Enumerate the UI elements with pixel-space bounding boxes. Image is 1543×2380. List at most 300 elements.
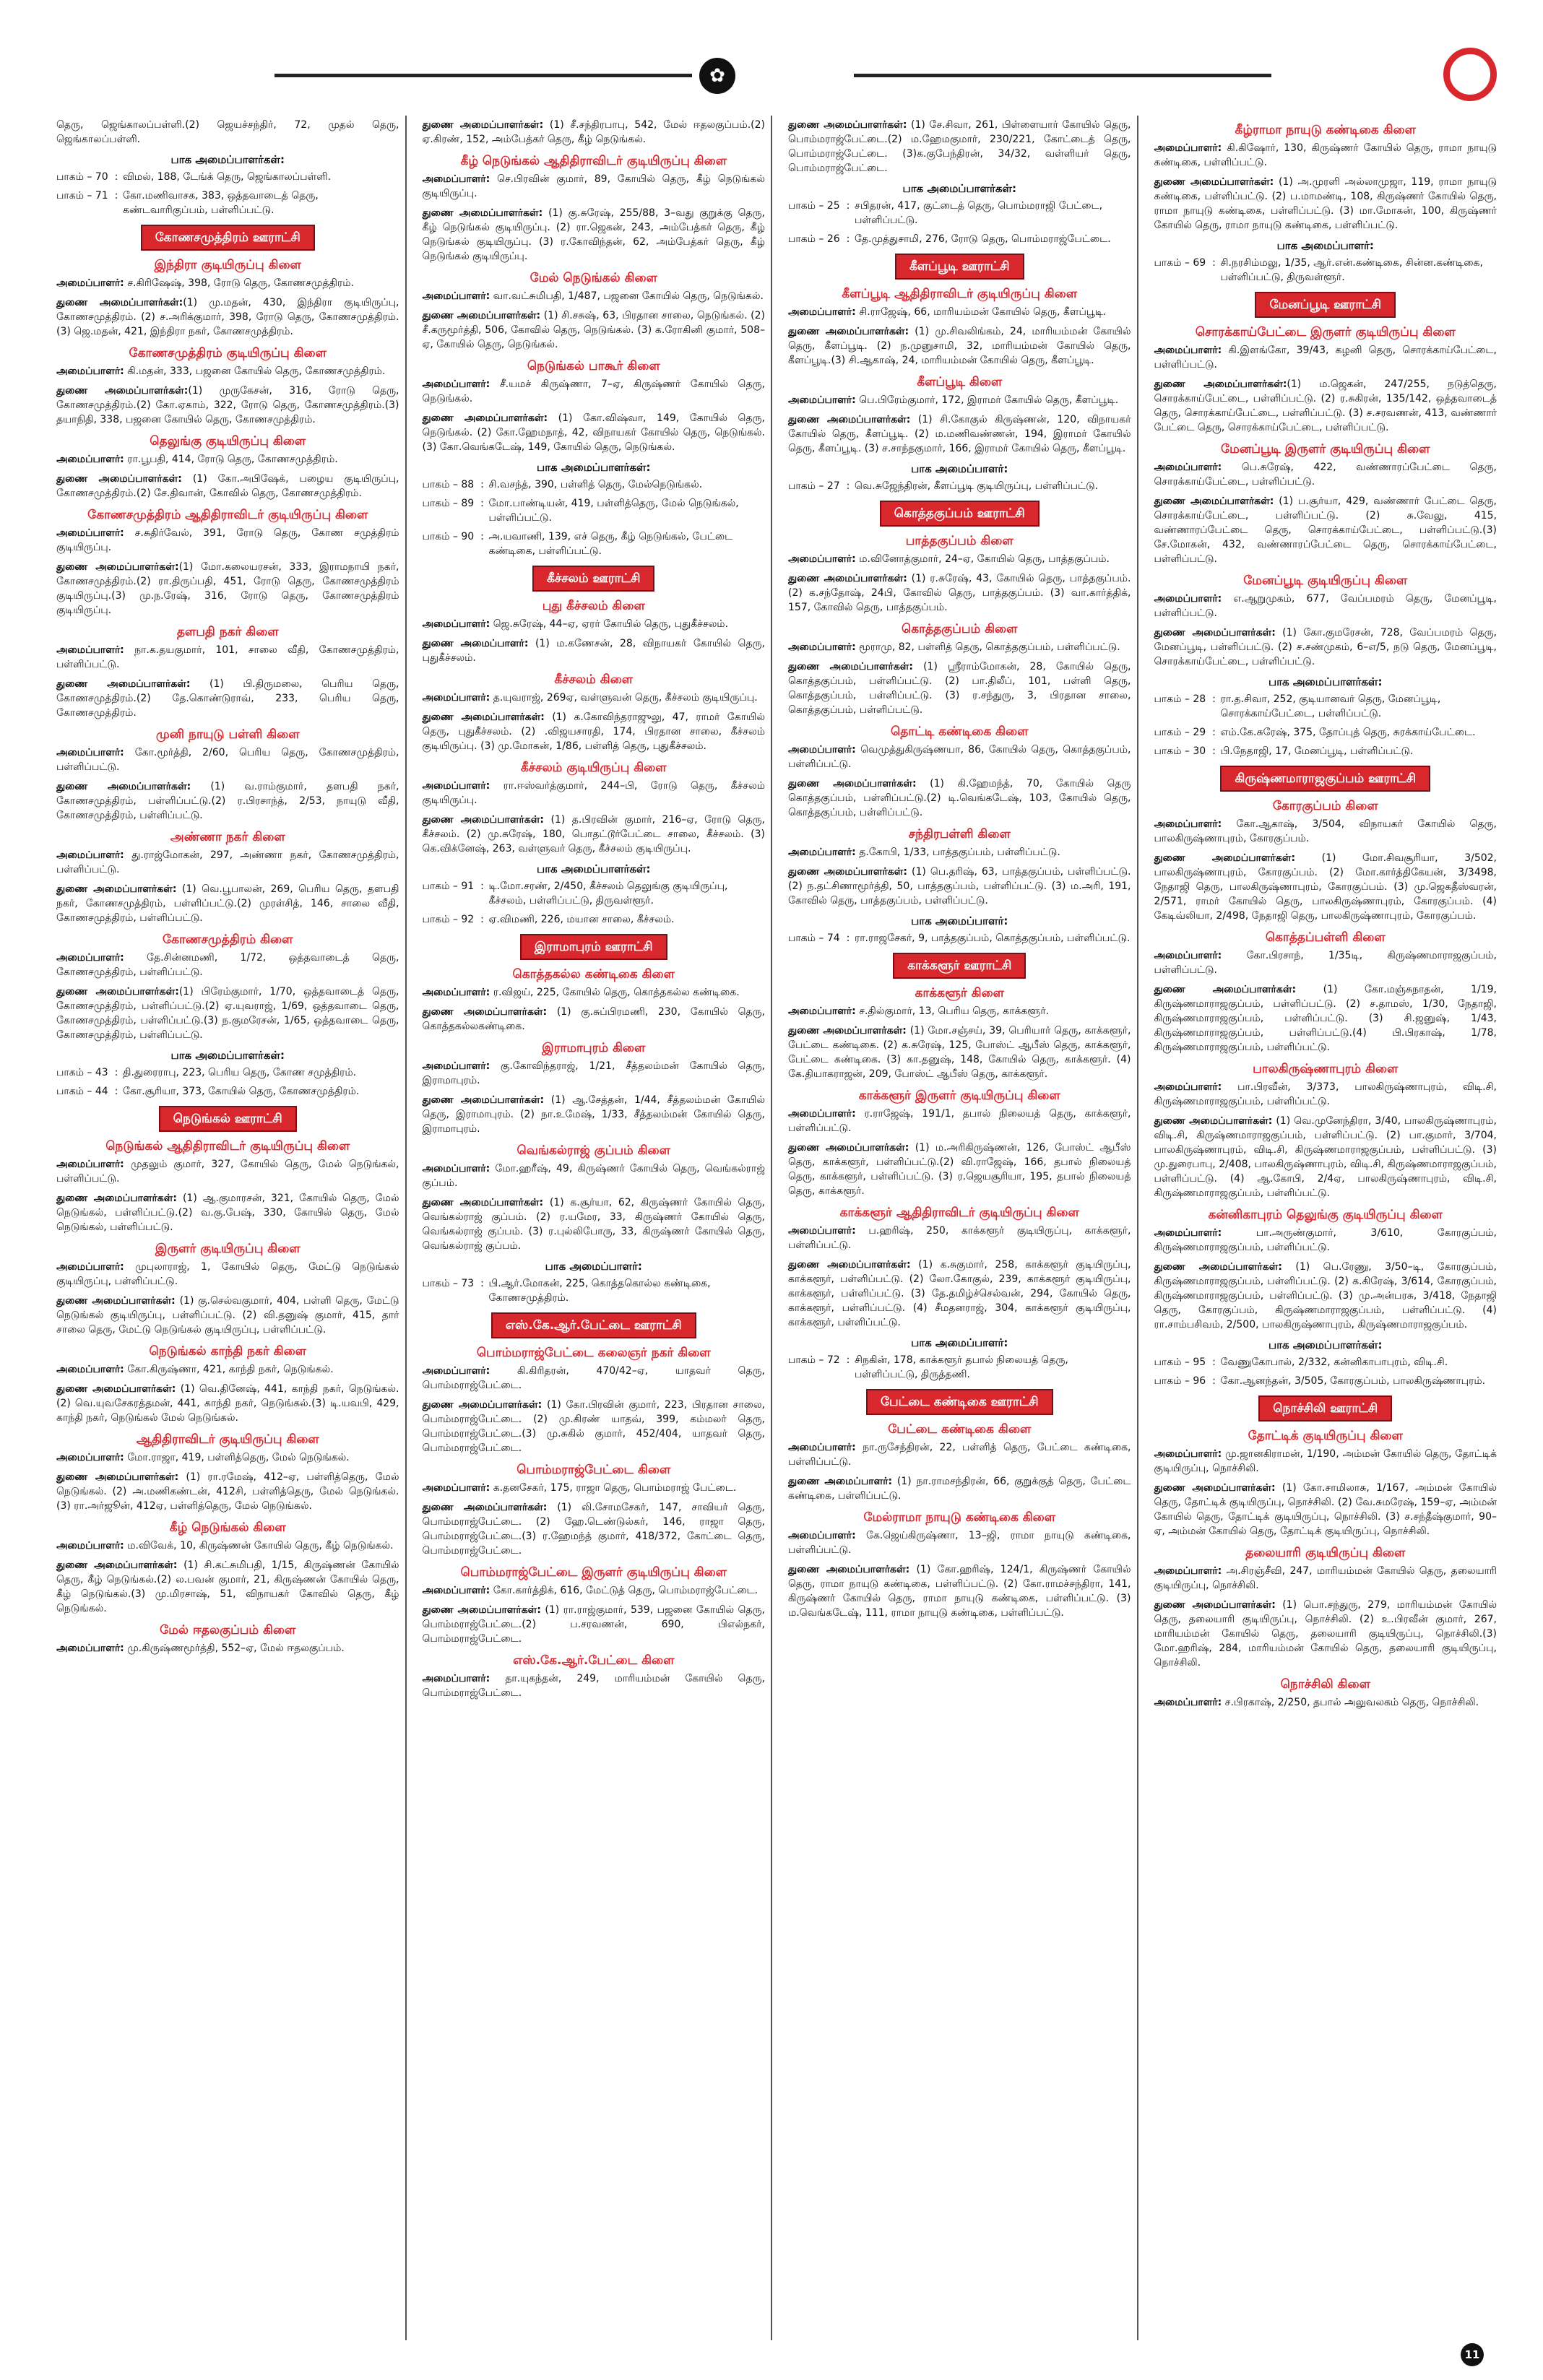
subheading: பாக அமைப்பாளர்: [911, 914, 1008, 927]
role-label: அமைப்பாளர்: [56, 1261, 124, 1273]
panchayat-banner: கொத்தகுப்பம் ஊராட்சி [880, 501, 1040, 527]
member-details: ர.விஜய், 225, கோயில் தெரு, கொத்தகல்ல கண்டிகை. [490, 987, 740, 998]
article-columns [51, 116, 1503, 2340]
branch-heading: கீச்சலம் குடியிருப்பு கிளை [520, 761, 667, 775]
member-details: (1) மோ.சிவசூரியா, 3/502, பாலகிருஷ்ணாபுரம், கோரகுப்பம். (2) மோ.கார்த்திகேயன், 3/3498, நேதாஜி தெரு, பாலகிருஷ்ணாபுரம், கோரகுப்பம். (3) மு.ஜெகதீஸ்வரன், 2/571, ராமர் கோயில் தெரு, பாலகிருஷ்ணாபுரம், கோரகுப்பம். (4) கேடிவ்லியா, 2/498, நேதாஜி தெரு, பாலகிருஷ்ணாபுரம், கோரகுப்பம். [1154, 852, 1497, 922]
member-paragraph [56, 364, 399, 378]
member-paragraph [788, 1474, 1131, 1503]
role-label: துணை அமைப்பாளர்கள்: [788, 1259, 911, 1271]
member-paragraph [788, 1107, 1131, 1135]
member-details: பா.அருண்குமார், 3/610, கோரகுப்பம், கிருஷ்ணமாராஜகுப்பம், பள்ளிப்பட்டு. [1154, 1227, 1497, 1253]
role-label: துணை அமைப்பாளர்கள்: [422, 310, 541, 321]
booth-person: மோ.பாண்டியன், 419, பள்ளித்தெரு, மேல் நெடுங்கல், பள்ளிப்பட்டு. [488, 498, 739, 524]
member-paragraph [423, 1500, 766, 1558]
role-label: துணை அமைப்பாளர்கள்: [1154, 627, 1276, 639]
member-paragraph [788, 1224, 1131, 1252]
member-paragraph [788, 1440, 1131, 1469]
booth-number: பாகம் – 70 [56, 171, 108, 183]
role-label: அமைப்பாளர்: [56, 952, 124, 964]
role-label: அமைப்பாளர்: [422, 1060, 490, 1072]
member-details: மோ.ராஜா, 419, பள்ளித்தெரு, மேல் நெடுங்கல். [124, 1452, 350, 1463]
member-paragraph [56, 276, 399, 290]
member-paragraph [788, 640, 1131, 654]
booth-person: தி.துரைராபு, 223, பெரிய தெரு, கோண சமுத்திரம். [123, 1067, 357, 1078]
member-details: (1) ம.அரிகிருஷ்ணன், 126, போஸ்ட் ஆபீஸ் தெரு, காக்களூர், பள்ளிப்பட்டு.(2) வி.ராஜேஷ், 166, தபால் நிலையத் தெரு, காக்களூர், பள்ளிப்பட்டு. (3) ர.ஜெயசூரியா, 195, தபால் நிலையத் தெரு, காக்களூர். [788, 1142, 1131, 1197]
member-paragraph [56, 472, 399, 501]
member-details: எ.ஆறுமுகம், 677, வேப்பமரம் தெரு, மேனப்பூடி, பள்ளிப்பட்டு. [1154, 593, 1497, 619]
role-label: அமைப்பாளர்: [422, 1163, 490, 1174]
booth-entry [1154, 256, 1497, 285]
role-label: துணை அமைப்பாளர்கள்: [56, 1471, 179, 1483]
panchayat-banner: கோணசமுத்திரம் ஊராட்சி [141, 225, 315, 251]
booth-entry [788, 1353, 1131, 1382]
booth-number: பாகம் – 74 [788, 932, 840, 944]
member-details: ச.தில்குமார், 13, பெரிய தெரு, காக்களூர். [855, 1005, 1050, 1017]
member-paragraph [56, 1362, 399, 1377]
role-label: அமைப்பாளர்: [422, 378, 490, 390]
member-details: கே.ஜெய்கிருஷ்ணா, 13–ஜி, ராமா நாயுடு கண்டிகை, பள்ளிப்பட்டு. [788, 1530, 1131, 1556]
role-label: அமைப்பாளர்: [56, 1540, 124, 1552]
booth-number: பாகம் – 96 [1154, 1375, 1206, 1387]
role-label: அமைப்பாளர்: [56, 644, 124, 656]
member-paragraph [423, 1671, 766, 1700]
role-label: அமைப்பாளர்: [788, 1005, 856, 1017]
member-paragraph [423, 691, 766, 705]
branch-heading: காக்களூர் கிளை [915, 986, 1005, 1000]
booth-number: பாகம் – 73 [422, 1278, 475, 1289]
booth-entry [788, 199, 1131, 228]
panchayat-banner: பேட்டை கண்டிகை ஊராட்சி [866, 1389, 1053, 1415]
panchayat-banner: நெடுங்கல் ஊராட்சி [159, 1106, 297, 1132]
role-label: துணை அமைப்பாளர்கள்: [788, 326, 909, 337]
booth-entry [56, 170, 399, 184]
member-details: (1) கோ.மஞ்சுநாதன், 1/19, கிருஷ்ணமாராஜகுப்பம், பள்ளிப்பட்டு. (2) ச.தாமஸ், 1/30, நேதாஜி, கிருஷ்ணமாராஜகுப்பம், பள்ளிப்பட்டு. (3) சி.ஜனுஷ், 1/43, கிருஷ்ணமாராஜகுப்பம், பள்ளிப்பட்டு.(4) பி.பிரகாஷ், 1/78, கிருஷ்ணமாராஜகுப்பம், பள்ளிப்பட்டு. [1154, 984, 1497, 1053]
member-paragraph [423, 1161, 766, 1190]
member-details: ர.ராஜேஷ், 191/1, தபால் நிலையத் தெரு, காக்களூர், பள்ளிப்பட்டு. [788, 1108, 1131, 1134]
column-4 [1149, 116, 1503, 2340]
role-label: அமைப்பாளர்: [56, 277, 124, 289]
branch-heading: பொம்மராஜ்பேட்டை கிளை [517, 1463, 671, 1477]
separator: : [846, 200, 850, 212]
role-label: துணை அமைப்பாளர்கள்: [1154, 1115, 1273, 1127]
role-label: துணை அமைப்பாளர்கள்: [56, 385, 189, 397]
member-paragraph [788, 305, 1131, 319]
role-label: அமைப்பாளர்: [788, 744, 856, 756]
booth-entry [423, 529, 766, 558]
booth-person: கோ.ஆனந்தன், 3/505, கோரகுப்பம், பாலகிருஷ்ணாபுரம். [1220, 1375, 1486, 1387]
member-details: தா.யுகந்தன், 249, மாரியம்மன் கோயில் தெரு, பொம்மராஜ்பேட்டை. [422, 1673, 765, 1699]
member-paragraph [56, 882, 399, 925]
branch-heading: பேட்டை கண்டிகை கிளை [888, 1422, 1032, 1437]
panchayat-banner: கிருஷ்ணமாராஜகுப்பம் ஊராட்சி [1220, 766, 1430, 792]
member-paragraph [56, 1260, 399, 1289]
panchayat-banner-wrap [788, 254, 1131, 280]
member-paragraph [1154, 948, 1497, 977]
member-paragraph [788, 571, 1131, 615]
role-label: அமைப்பாளர்: [1154, 818, 1222, 830]
separator: : [480, 880, 484, 892]
member-paragraph [56, 1450, 399, 1465]
member-details: நா.ருசேந்திரன், 22, பள்ளித் தெரு, பேட்டை கண்டிகை, பள்ளிப்பட்டு. [788, 1442, 1131, 1468]
member-paragraph [1154, 1695, 1497, 1710]
member-paragraph [1154, 1481, 1497, 1539]
role-label: துணை அமைப்பாளர்கள்: [788, 414, 911, 425]
separator: : [846, 233, 850, 245]
role-label: அமைப்பாளர்: [788, 1442, 856, 1453]
member-details: (1) மு.மதன், 430, இந்திரா குடியிருப்பு, கோணசமுத்திரம். (2) ச.அரிக்குமார், 398, ரோடு தெரு, கோணசமுத்திரம்.(3) ஜெ.மதன், 421, இந்திரா நகர், கோணசமுத்திரம். [56, 297, 399, 337]
role-label: அமைப்பாளர்: [1154, 1697, 1222, 1708]
member-details: (1) வெ.முனேந்திரா, 3/40, பாலகிருஷ்ணாபுரம், விடி.சி, கிருஷ்ணமாராஜகுப்பம், பள்ளிப்பட்டு. (2) பா.குமார், 3/704, பாலகிருஷ்ணாபுரம், விடி.சி, கிருஷ்ணமாராஜகுப்பம், பள்ளிப்பட்டு. (3) மு.துரைபாபு, 2/408, பாலகிருஷ்ணாபுரம், விடி.சி, கிருஷ்ணமாராஜகுப்பம், பள்ளிப்பட்டு. (4) ஆ.கோபி, 2/4ஏ, பாலகிருஷ்ணாபுரம், விடி.சி, கிருஷ்ணமாராஜகுப்பம், பள்ளிப்பட்டு. [1154, 1115, 1497, 1199]
member-paragraph [788, 743, 1131, 771]
page-header [0, 0, 1543, 108]
booth-number: பாகம் – 43 [56, 1067, 108, 1078]
booth-number: பாகம் – 72 [788, 1354, 840, 1366]
separator: : [1212, 693, 1216, 705]
member-paragraph [56, 779, 399, 823]
panchayat-banner-wrap [423, 1312, 766, 1338]
panchayat-banner: கீளப்பூடி ஊராட்சி [895, 254, 1024, 280]
role-label: துணை அமைப்பாளர்கள்: [422, 1502, 548, 1513]
member-paragraph [1154, 1080, 1497, 1109]
branch-heading: கொத்தப்பள்ளி கிளை [1265, 930, 1386, 945]
panchayat-banner-wrap [788, 953, 1131, 979]
booth-person: ஏ.விமணி, 226, மயான சாலை, கீச்சலம். [488, 914, 675, 925]
booth-person: பி.ஆர்.மோகன், 225, கொத்தகொல்ல கண்டிகை, கோணசமுத்திரம். [488, 1278, 711, 1304]
branch-heading: பொம்மராஜ்பேட்டை கலைஞர் நகர் கிளை [476, 1346, 711, 1360]
booth-number: பாகம் – 26 [788, 233, 840, 245]
role-label: அமைப்பாளர்: [56, 527, 124, 539]
panchayat-banner-wrap [1154, 766, 1497, 792]
member-paragraph [1154, 460, 1497, 489]
subheading: பாக அமைப்பாளர்: [911, 462, 1008, 475]
subheading: பாக அமைப்பாளர்: [1276, 239, 1374, 252]
member-details: (1) த.பிரவின் குமார், 216–ஏ, ரோடு தெரு, கீச்சலம். (2) மு.சுரேஷ், 180, பொதட்டூர்பேட்டை சாலை, கீச்சலம். (3) கெ.விக்னேஷ், 263, வள்ளுவர் தெரு, கீச்சலம் குடியிருப்பு. [422, 814, 766, 854]
panchayat-banner-wrap [1154, 1395, 1497, 1421]
member-paragraph [423, 289, 766, 303]
member-details: மூராமு, 82, பள்ளித் தெரு, கொத்தகுப்பம், பள்ளிப்பட்டு. [855, 641, 1120, 653]
member-details: கோ.பிரசாந், 1/35டி, கிருஷ்ணமாராஜகுப்பம், பள்ளிப்பட்டு. [1154, 950, 1497, 976]
member-details: செ.பிரவின் குமார், 89, கோயில் தெரு, கீழ் நெடுங்கல் குடியிருப்பு. [422, 173, 765, 199]
member-paragraph [1154, 626, 1497, 669]
branch-heading: பாலகிருஷ்ணாபுரம் கிளை [1253, 1062, 1399, 1076]
role-label: அமைப்பாளர்: [56, 1364, 124, 1375]
member-paragraph [56, 526, 399, 555]
branch-heading: கீழ் நெடுங்கல் கிளை [169, 1520, 286, 1535]
member-details: அ.சிரஞ்சீவி, 247, மாரியம்மன் கோயில் தெரு, தலையாரி குடியிருப்பு, நொச்சிலி. [1154, 1565, 1497, 1591]
booth-number: பாகம் – 89 [422, 498, 475, 509]
member-details: (1) ரா.ரமேஷ், 412–ஏ, பள்ளித்தெரு, மேல் நெடுங்கல். (2) அ.மணிகண்டன், 412சி, பள்ளித்தெரு, மேல் நெடுங்கல். (3) ரா.அர்ஜூன், 412ஏ, பள்ளித்தெரு, மேல் நெடுங்கல். [56, 1471, 399, 1512]
booth-person: சி.வசந்த், 390, பள்ளித் தெரு, மேல்நெடுங்கல். [488, 479, 703, 490]
role-label: துணை அமைப்பாளர்கள்: [788, 661, 914, 672]
role-label: துணை அமைப்பாளர்கள்: [788, 119, 907, 131]
booth-person: தே.முத்துசாமி, 276, ரோடு தெரு, பொம்மராஜ்பேட்டை. [855, 233, 1111, 245]
branch-heading: எஸ்.கே.ஆர்.பேட்டை கிளை [513, 1653, 675, 1668]
member-details: கு.கோவிந்தராஜ், 1/21, சீத்தலம்மன் கோயில் தெரு, இராமாபுரம். [422, 1060, 765, 1086]
role-label: துணை அமைப்பாளர்கள்: [788, 573, 907, 584]
member-paragraph [788, 776, 1131, 820]
member-details: (1) கோ.சாமிலாசு, 1/167, அம்மன் கோயில் தெரு, தோட்டிக் குடியிருப்பு, நொச்சிலி. (2) வே.சுமரேஷ், 159–ஏ, அம்மன் கோயில் தெரு, தோட்டிக் குடியிருப்பு, நொச்சிலி. (3) ச.சந்தீஷ்குமார், 90–ஏ, அம்மன் கோயில் தெரு, தோட்டிக் குடியிருப்பு, நொச்சிலி. [1154, 1482, 1497, 1537]
member-details: மு.ஜானகிராமன், 1/190, அம்மன் கோயில் தெரு, தோட்டிக் குடியிருப்பு, நொச்சிலி. [1154, 1448, 1497, 1474]
member-details: (1) ர.சுரேஷ், 43, கோயில் தெரு, பாத்தகுப்பம். (2) க.சந்தோஷ், 24பி, கோவில் தெரு, பாத்தகுப்பம். (3) வா.கார்த்திக், 157, கோவில் தெரு, பாத்தகுப்பம். [788, 573, 1131, 613]
role-label: அமைப்பாளர்: [56, 1159, 124, 1170]
member-paragraph [56, 745, 399, 774]
member-paragraph [56, 643, 399, 672]
separator: : [480, 498, 484, 509]
branch-heading: இருளர் குடியிருப்பு கிளை [155, 1242, 301, 1256]
branch-heading: சந்திரபள்ளி கிளை [908, 827, 1011, 841]
member-paragraph [1154, 377, 1497, 435]
member-paragraph [423, 617, 766, 631]
role-label: துணை அமைப்பாளர்கள்: [1154, 852, 1296, 864]
separator: : [1212, 1356, 1216, 1368]
branch-heading: மேல் ஈதலகுப்பம் கிளை [160, 1623, 296, 1637]
booth-person: வேணுகோபால், 2/332, கன்னிகாபாபுரம், விடி.சி. [1220, 1356, 1448, 1368]
role-label: அமைப்பாளர்: [422, 1585, 490, 1596]
panchayat-banner: நொச்சிலி ஊராட்சி [1258, 1395, 1392, 1421]
member-paragraph [56, 560, 399, 618]
member-paragraph [1154, 1564, 1497, 1593]
member-paragraph [788, 845, 1131, 860]
member-paragraph [56, 848, 399, 877]
branch-heading: ஆதிதிராவிடர் குடியிருப்பு கிளை [136, 1432, 319, 1447]
role-label: துணை அமைப்பாளர்கள்: [56, 473, 182, 485]
role-label: அமைப்பாளர்: [422, 692, 490, 704]
member-paragraph [56, 295, 399, 339]
branch-heading: கோணசமுத்திரம் குடியிருப்பு கிளை [129, 346, 327, 360]
member-paragraph [788, 324, 1131, 368]
role-label: துணை அமைப்பாளர்கள்: [56, 1295, 176, 1307]
member-details: (1) பெ.ரேணு, 3/50–டி, கோரகுப்பம், கிருஷ்ணமாராஜகுப்பம், பள்ளிப்பட்டு. (2) க.கிரேஷ், 3/614, கோரகுப்பம், கிருஷ்ணமாராஜகுப்பம், பள்ளிப்பட்டு. (3) மு.அன்பரசு, 3/418, நேதாஜி தெரு, கோரகுப்பம், கிருஷ்ணமாராஜகுப்பம், பள்ளிப்பட்டு. (4) ரா.சாம்பசிவம், 2/500, பாலகிருஷ்ணாபுரம், கிருஷ்ணமாராஜகுப்பம். [1154, 1261, 1497, 1330]
branch-heading: தொட்டி கண்டிகை கிளை [891, 724, 1029, 739]
branch-heading: கீளப்பூடி ஆதிதிராவிடர் குடியிருப்பு கிளை [842, 287, 1078, 301]
member-paragraph [788, 1528, 1131, 1557]
booth-person: விமல், 188, டேங்க் தெரு, ஜெங்காலப்பள்ளி. [123, 171, 332, 183]
branch-heading: இராமாபுரம் கிளை [542, 1041, 646, 1055]
booth-person: ரா.ராஜசேகர், 9, பாத்தகுப்பம், கொத்தகுப்பம், பள்ளிப்பட்டு. [855, 932, 1131, 944]
booth-entry [423, 477, 766, 492]
booth-person: அ.யவாணி, 139, எச் தெரு, கீழ் நெடுங்கல், பேட்டை கண்டிகை, பள்ளிப்பட்டு. [488, 531, 733, 557]
member-details: (1) கி.ஹேமந்த், 70, கோயில் தெரு கொத்தகுப்பம், பள்ளிப்பட்டு.(2) டி.வெங்கடேஷ், 103, கோயில் தெரு, கொத்தகுப்பம், பள்ளிப்பட்டு. [788, 778, 1131, 818]
member-details: (1) மோ.சஞ்சய், 39, பெரியார் தெரு, காக்களூர், பேட்டை கண்டிகை. (2) க.சுரேஷ், 125, போஸ்ட் ஆபீஸ் தெரு, காக்களூர், பேட்டை கண்டிகை. (3) கா.தனுஷ், 148, கோயில் தெரு, காக்களூர். (4) கே.தியாகராஜன், 209, போஸ்ட் ஆபீஸ் தெரு, காக்களூர். [788, 1025, 1131, 1080]
member-details: (1) சீ.சந்திரபாபு, 542, மேல் ஈதலகுப்பம்.(2) ஏ.கிரண், 152, அம்பேத்கர் தெரு, கீழ் நெடுங்கல். [422, 119, 765, 145]
member-paragraph [423, 1005, 766, 1034]
member-details: (1) பி.திருமலை, பெரிய தெரு, கோணசமுத்திரம்.(2) தே.கொண்டுராவ், 233, பெரிய தெரு, கோணசமுத்திரம். [56, 678, 399, 719]
subheading: பாக அமைப்பாளர்கள்: [537, 862, 651, 875]
member-details: ரா.பூபதி, 414, ரோடு தெரு, கோணசமுத்திரம். [124, 454, 338, 465]
role-label: துணை அமைப்பாளர்கள்: [56, 986, 179, 998]
role-label: துணை அமைப்பாளர்கள்: [1154, 984, 1297, 995]
member-paragraph [423, 172, 766, 201]
member-details: முதலும் குமார், 327, கோயில் தெரு, மேல் நெடுங்கல், பள்ளிப்பட்டு. [56, 1159, 399, 1185]
role-label: துணை அமைப்பாளர்கள்: [56, 1193, 177, 1204]
member-paragraph [423, 1093, 766, 1136]
member-paragraph [423, 118, 766, 147]
branch-heading: காக்களூர் இருளர் குடியிருப்பு கிளை [858, 1089, 1060, 1103]
panchayat-banner: மேனப்பூடி ஊராட்சி [1255, 292, 1396, 318]
booth-entry [423, 496, 766, 525]
booth-number: பாகம் – 27 [788, 480, 840, 492]
branch-heading: தோட்டிக் குடியிருப்பு கிளை [1248, 1429, 1403, 1443]
branch-heading: கீழ்ராமா நாயுடு கண்டிகை கிளை [1235, 123, 1416, 137]
branch-heading: கீழ் நெடுங்கல் ஆதிதிராவிடர் குடியிருப்பு கிளை [460, 154, 727, 168]
member-details: வெமுத்துகிருஷ்ணயா, 86, கோயில் தெரு, கொத்தகுப்பம், பள்ளிப்பட்டு. [788, 744, 1131, 770]
panchayat-banner-wrap [56, 225, 399, 251]
member-paragraph [423, 1364, 766, 1393]
panchayat-banner: எஸ்.கே.ஆர்.பேட்டை ஊராட்சி [491, 1312, 696, 1338]
separator: : [480, 531, 484, 542]
role-label: துணை அமைப்பாளர்கள்: [422, 814, 544, 826]
role-label: துணை அமைப்பாளர்கள்: [56, 1383, 176, 1395]
member-paragraph [56, 677, 399, 720]
separator: : [480, 914, 484, 925]
member-paragraph [56, 985, 399, 1042]
branch-heading: மேல்ராமா நாயுடு கண்டிகை கிளை [863, 1510, 1056, 1525]
member-paragraph [56, 1294, 399, 1337]
role-label: அமைப்பாளர்: [56, 747, 124, 758]
role-label: துணை அமைப்பாளர்கள்: [56, 781, 191, 792]
booth-person: கோ.சூரியா, 373, கோயில் தெரு, கோணசமுத்திரம். [123, 1086, 360, 1097]
member-details: கோ.ஆகாஷ், 3/504, விநாயகர் கோயில் தெரு, பாலகிருஷ்ணாபுரம், கோரகுப்பம். [1154, 818, 1497, 844]
member-details: பா.பிரவீன், 3/373, பாலகிருஷ்ணாபுரம், விடி.சி, கிருஷ்ணமாராஜகுப்பம், பள்ளிப்பட்டு. [1154, 1081, 1497, 1107]
branch-heading: நெடுங்கல் காந்தி நகர் கிளை [149, 1344, 307, 1359]
member-paragraph [1154, 494, 1497, 566]
member-details: தெரு, ஜெங்காலப்பள்ளி.(2) ஜெயச்சந்திர், 72, முதல் தெரு, ஜெங்காலப்பள்ளி. [56, 119, 399, 145]
member-details: (1) ரா.ராஜ்குமார், 539, பஜனை கோயில் தெரு, பொம்மராஜ்பேட்டை.(2) ப.சரவணன், 690, பிஎல்நகர், பொம்மராஜ்பேட்டை. [422, 1604, 766, 1645]
member-paragraph [423, 1059, 766, 1088]
member-details: கோ.கார்த்திக், 616, மேட்டுத் தெரு, பொம்மராஜ்பேட்டை. [490, 1585, 758, 1596]
booth-entry [56, 1065, 399, 1080]
column-1 [51, 116, 407, 2340]
role-label: துணை அமைப்பாளர்கள்: [422, 119, 544, 131]
member-details: (1) பெ.தரிஷ், 63, பாத்தகுப்பம், பள்ளிப்பட்டு. (2) ந.தட்சிணாமூர்த்தி, 50, பாத்தகுப்பம், பள்ளிப்பட்டு. (3) ம.அரி, 191, கோவில் தெரு, பாத்தகுப்பம், பள்ளிப்பட்டு. [788, 866, 1131, 906]
booth-person: கோ.மணிவாசக, 383, ஒத்தவாடைத் தெரு, கண்டவாரிகுப்பம், பள்ளிப்பட்டு. [123, 190, 319, 216]
member-details: (1) நா.ராமசந்திரன், 66, குறுக்குத் தெரு, பேட்டை கண்டிகை, பள்ளிப்பட்டு. [788, 1476, 1131, 1502]
booth-number: பாகம் – 92 [422, 914, 475, 925]
role-label: துணை அமைப்பாளர்கள்: [1154, 176, 1274, 188]
separator: : [846, 480, 850, 492]
member-details: (1) கோ.குமரேசன், 728, வேப்பமரம் தெரு, மேனப்பூடி, பள்ளிப்பட்டு. (2) ச.சண்முகம், 6–எ/5, நடு தெரு, மேனப்பூடி, சொரக்காய்பேட்டை, பள்ளிப்பட்டு. [1154, 627, 1497, 667]
subheading: பாக அமைப்பாளர்கள்: [170, 1049, 285, 1062]
member-details: ச.கிரிஷேஷ், 398, ரோடு தெரு, கோணசமுத்திரம். [124, 277, 354, 289]
booth-number: பாகம் – 91 [422, 880, 475, 892]
separator: : [1212, 257, 1216, 269]
role-label: அமைப்பாளர்: [788, 1225, 856, 1237]
header-rule-right [854, 74, 1271, 77]
booth-number: பாகம் – 88 [422, 479, 475, 490]
booth-person: டி.மோ.சரண், 2/450, கீச்சலம் தெலுங்கு குடியிருப்பு, கீச்சலம், பள்ளிப்பட்டு, திருவள்ளூர். [488, 880, 728, 906]
role-label: துணை அமைப்பாளர்கள்: [788, 1025, 907, 1037]
separator: : [846, 1354, 850, 1366]
member-details: தே.சின்னமணி, 1/72, ஒத்தவாடைத் தெரு, கோணசமுத்திரம், பள்ளிப்பட்டு. [56, 952, 399, 978]
member-paragraph [1154, 1260, 1497, 1332]
separator: : [846, 932, 850, 944]
member-paragraph [56, 118, 399, 147]
role-label: அமைப்பாளர்: [1154, 950, 1222, 961]
role-label: துணை அமைப்பாளர்கள்: [56, 1559, 178, 1571]
separator: : [480, 1278, 484, 1289]
role-label: துணை அமைப்பாளர்கள்: [56, 561, 179, 573]
role-label: துணை அமைப்பாளர்கள்: [1154, 1599, 1276, 1611]
member-paragraph [423, 377, 766, 406]
member-details: (1) கோ.அபிஷேக், பழைய குடியிருப்பு, கோணசமுத்திரம்.(2) சே.திவான், கோவில் தெரு, கோணசமுத்திரம். [56, 473, 399, 499]
panchayat-banner-wrap [788, 1389, 1131, 1415]
member-details: (1) ஆ.சேத்தன், 1/44, சீத்தலம்மன் கோயில் தெரு, இராமாபுரம். (2) நா.உமேஷ், 1/33, சீத்தலம்மன் கோயில் தெரு, இராமாபுரம். [422, 1094, 766, 1135]
branch-heading: புது கீச்சலம் கிளை [542, 599, 645, 613]
booth-person: சபிதரன், 417, குட்டைத் தெரு, பொம்மராஜி பேட்டை, பள்ளிப்பட்டு. [855, 200, 1103, 226]
branch-heading: கொத்தகல்ல கண்டிகை கிளை [512, 967, 675, 982]
member-details: (1) முருகேசன், 316, ரோடு தெரு, கோணசமுத்திரம்.(2) கோ.ஏகாம், 322, ரோடு தெரு, கோணசமுத்திரம்.(3) தயாநிதி, 338, பஜனை கோயில் தெரு, கோணசமுத்திரம். [56, 385, 399, 425]
member-paragraph [423, 1398, 766, 1455]
booth-entry [788, 479, 1131, 493]
booth-person: பி.நேதாஜி, 17, மேனப்பூடி, பள்ளிப்பட்டு. [1220, 745, 1414, 757]
role-label: அமைப்பாளர்: [422, 290, 490, 302]
member-details: சீ.யமச் கிருஷ்ணா, 7–ஏ, கிருஷ்ணர் கோயில் தெரு, நெடுங்கல். [422, 378, 765, 404]
booth-number: பாகம் – 44 [56, 1086, 108, 1097]
booth-entry [1154, 1374, 1497, 1388]
booth-entry [423, 879, 766, 908]
member-details: (1) ஸ்ரீராம்மோகன், 28, கோயில் தெரு, கொத்தகுப்பம், பள்ளிப்பட்டு. (2) பா.திலீப், 101, பள்ளி தெரு, கொத்தகுப்பம், பள்ளிப்பட்டு. (3) ர.சந்துரு, 3, பிரதான சாலை, கொத்தகுப்பம், பள்ளிப்பட்டு. [788, 661, 1131, 716]
member-paragraph [1154, 982, 1497, 1055]
branch-heading: இந்திரா குடியிருப்பு கிளை [154, 258, 301, 272]
role-label: துணை அமைப்பாளர்கள்: [422, 1604, 541, 1616]
role-label: துணை அமைப்பாளர்: [788, 1476, 893, 1487]
branch-heading: பாத்தகுப்பம் கிளை [905, 534, 1013, 548]
member-details: (1) வெ.தினேஷ், 441, காந்தி நகர், நெடுங்கல். (2) வெ.யுவசேகரத்தமன், 441, காந்தி நகர், நெடுங்கல்.(3) டி.யவபி, 429, காந்தி நகர், நெடுங்கல் மேல் நெடுங்கல். [56, 1383, 399, 1424]
branch-heading: அண்ணா நகர் கிளை [170, 830, 285, 844]
role-label: அமைப்பாளர்: [788, 847, 856, 858]
role-label: துணை அமைப்பாளர்கள்: [788, 866, 907, 878]
subheading: பாக அமைப்பாளர்கள்: [1268, 675, 1383, 688]
member-paragraph [788, 412, 1131, 456]
header-rule-left [275, 74, 692, 77]
role-label: துணை அமைப்பாளர்கள்: [1154, 378, 1287, 390]
role-label: அமைப்பாளர்: [1154, 1448, 1222, 1460]
booth-entry [1154, 744, 1497, 758]
member-paragraph [1154, 175, 1497, 233]
member-paragraph [788, 659, 1131, 717]
branch-heading: கீச்சலம் கிளை [554, 672, 634, 687]
member-paragraph [56, 384, 399, 427]
red-ring-icon [1443, 48, 1497, 101]
member-details: (1) மோ.கலையரசன், 333, இராமநாயி நகர், கோணசமுத்திரம்.(2) ரா.திருப்பதி, 451, ரோடு தெரு, கோணசமுத்திரம் குடியிருப்பு.(3) மு.ந.ரேஷ், 316, ரோடு தெரு, கோணசமுத்திரம் குடியிருப்பு. [56, 561, 399, 616]
booth-person: சிநகின், 178, காக்களூர் தபால் நிலையத் தெரு, பள்ளிப்பட்டு, திருத்தணி. [855, 1354, 1068, 1380]
separator: : [1212, 727, 1216, 738]
booth-number: பாகம் – 28 [1154, 693, 1206, 705]
branch-heading: கோணசமுத்திரம் கிளை [163, 932, 293, 947]
role-label: துணை அமைப்பாளர்கள்: [788, 1564, 910, 1575]
column-2 [417, 116, 773, 2340]
member-paragraph [1154, 817, 1497, 846]
member-paragraph [788, 1258, 1131, 1330]
role-label: அமைப்பாளர்: [788, 553, 856, 565]
booth-entry [1154, 725, 1497, 740]
role-label: அமைப்பாளர்: [56, 1643, 124, 1654]
booth-number: பாகம் – 95 [1154, 1356, 1206, 1368]
subheading: பாக அமைப்பாளர்: [911, 1336, 1008, 1349]
member-details: (1) க.சூர்யா, 62, கிருஷ்ணர் கோயில் தெரு, வெங்கல்ராஜ் குப்பம். (2) ர.யமேர, 33, கிருஷ்ணர் கோயில் தெரு, வெங்கல்ராஜ் குப்பம். (3) ர.புல்லிபோரு, 33, கிருஷ்ணர் கோயில் தெரு, வெங்கல்ராஜ் குப்பம். [422, 1197, 765, 1252]
booth-entry [788, 232, 1131, 246]
member-details: (1) ம.கணேசன், 28, விநாயகர் கோயில் தெரு, புதுகீச்சலம். [422, 638, 765, 664]
role-label: துணை அமைப்பாளர்கள்: [788, 1142, 909, 1154]
role-label: அமைப்பாளர்: [788, 394, 856, 406]
member-paragraph [788, 1141, 1131, 1198]
member-paragraph [56, 1641, 399, 1656]
booth-person: வெ.சுஜேந்திரன், கீளப்பூடி குடியிருப்பு, பள்ளிப்பட்டு. [855, 480, 1099, 492]
member-paragraph [423, 1583, 766, 1598]
role-label: துணை அமைப்பாளர்கள்: [422, 1006, 548, 1018]
member-paragraph [56, 452, 399, 467]
member-details: முபுலாராஜ், 1, கோயில் தெரு, மேட்டு நெடுங்கல் குடியிருப்பு, பள்ளிப்பட்டு. [56, 1261, 399, 1287]
